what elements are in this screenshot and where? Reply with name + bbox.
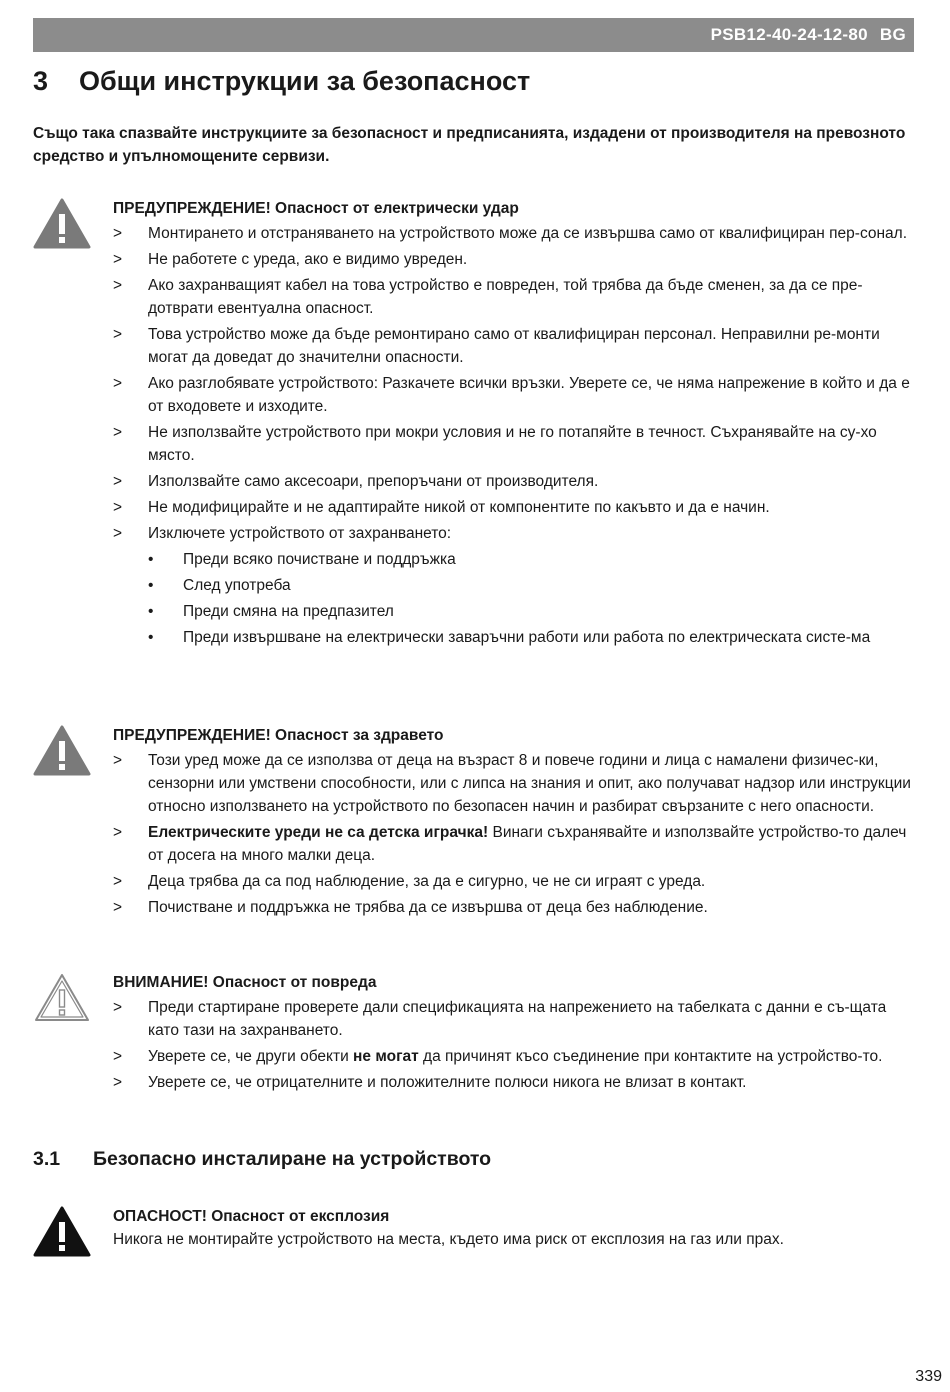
list-item: > Деца трябва да са под наблюдение, за да е сигурно, че не си играят с уреда. <box>113 873 706 890</box>
sub-list-item: • Преди извършване на електрически заваръчни работи или работа по електрическата систе-ма <box>148 629 871 646</box>
sub-list-item: • Преди всяко почистване и поддръжка <box>148 551 456 568</box>
list-item: > Не модифицирайте и не адаптирайте никой от компонентите по какъвто и да е начин. <box>113 499 770 516</box>
list-item: > Не работете с уреда, ако е видимо увреден. <box>113 251 468 268</box>
list-item: > Ако захранващият кабел на това устройство е повреден, той трябва да бъде сменен, за да се пре-дотврати евентуална опасност. <box>113 277 863 317</box>
section-title: Общи инструкции за безопасност <box>79 66 531 96</box>
danger-text: Никога не монтирайте устройството на места, където има риск от експлозия на газ или прах. <box>113 1231 784 1248</box>
list-item: > Това устройство може да бъде ремонтирано само от квалифициран персонал. Неправилни ре-монти могат да доведат до значителни опасности. <box>113 326 880 366</box>
page-header-bar <box>33 18 914 52</box>
list-item: > Електрическите уреди не са детска играчка! Винаги съхранявайте и използвайте устройство-то далеч от досега на много малки деца. <box>113 824 907 864</box>
subsection-heading <box>33 1148 491 1171</box>
section-number: 3 <box>33 66 49 96</box>
list-item: > Преди стартиране проверете дали спецификацията на напрежението на табелката с данни е съ-щата като тази на захранването. <box>113 999 887 1039</box>
list-item: > Монтирането и отстраняването на устройството може да се извършва само от квалифициран пер-сонал. <box>113 225 908 242</box>
caution-title: ВНИМАНИЕ! Опасност от повреда <box>113 974 377 991</box>
document-code: PSB12-40-24-12-80 <box>710 25 868 44</box>
warning-title: ПРЕДУПРЕЖДЕНИЕ! Опасност за здравето <box>113 727 444 744</box>
warning-triangle-icon <box>33 725 91 777</box>
sub-list-item: • След употреба <box>148 577 291 594</box>
danger-triangle-icon <box>33 1206 91 1258</box>
warning-list <box>113 749 915 922</box>
caution-list <box>113 996 915 1097</box>
list-item: > Използвайте само аксесоари, препоръчани от производителя. <box>113 473 599 490</box>
page-number: 339 <box>915 1368 942 1385</box>
danger-title: ОПАСНОСТ! Опасност от експлозия <box>113 1208 390 1225</box>
list-item: > Ако разглобявате устройството: Разкачете всички връзки. Уверете се, че няма напрежение в който и да е от входовете и изходите. <box>113 375 910 415</box>
warning-title: ПРЕДУПРЕЖДЕНИЕ! Опасност от електрически удар <box>113 200 519 217</box>
sub-list-item: • Преди смяна на предпазител <box>148 603 394 620</box>
list-item: > Уверете се, че други обекти не могат да причинят късо съединение при контактите на устройство-то. <box>113 1048 883 1065</box>
subsection-number: 3.1 <box>33 1148 61 1170</box>
intro-text: Също така спазвайте инструкциите за безопасност и предписанията, издадени от производителя на превозното средство и упълномощените сервизи. <box>33 125 906 165</box>
section-heading <box>33 66 530 97</box>
list-item: > Не използвайте устройството при мокри условия и не го потапяйте в течност. Съхранявайте на су-хо място. <box>113 424 877 464</box>
caution-triangle-icon <box>33 972 91 1024</box>
warning-triangle-icon <box>33 198 91 250</box>
language-code: BG <box>879 25 906 44</box>
list-item: > Почистване и поддръжка не трябва да се извършва от деца без наблюдение. <box>113 899 708 916</box>
sub-list <box>148 548 915 649</box>
subsection-title: Безопасно инсталиране на устройството <box>93 1148 492 1170</box>
warning-list <box>113 222 915 652</box>
list-item: > Този уред може да се използва от деца на възраст 8 и повече години и лица с намалени физичес-ки, сензорни или умствени способности, или с липса на знания и опит, ако получават надзор или инструкции относно използването на устройството по безопасен начин и разбират свързаните с него опасности. <box>113 752 911 815</box>
list-item: > Уверете се, че отрицателните и положителните полюси никога не влизат в контакт. <box>113 1074 747 1091</box>
list-item: > Изключете устройството от захранването: • Преди всяко почистване и поддръжка • След употреба • Преди смяна на предпазител • Преди извършване на електрически заваръчни работи или работа по електрическата систе-ма <box>113 522 915 649</box>
